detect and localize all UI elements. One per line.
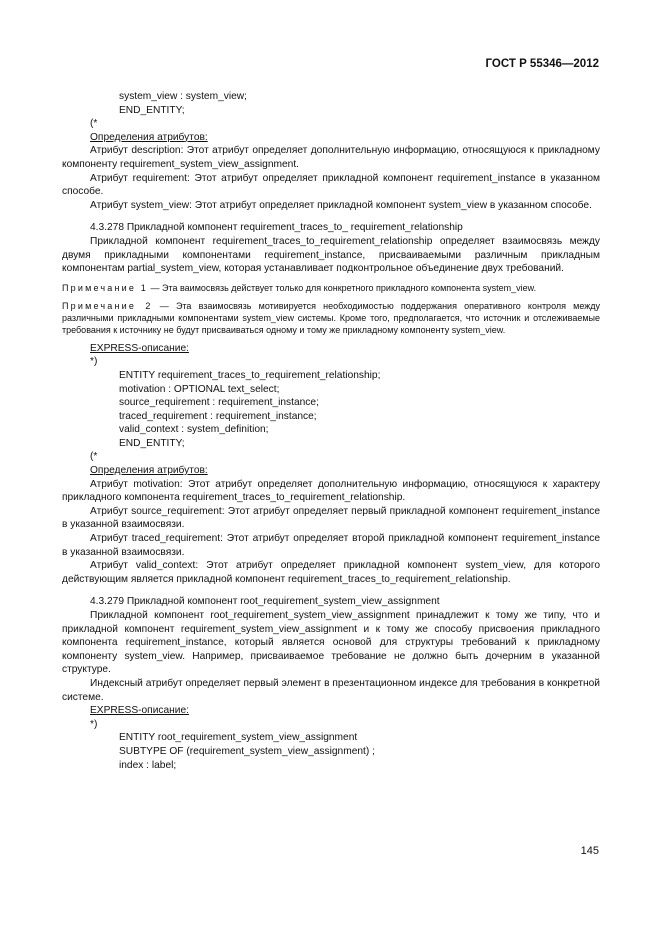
text-paragraph: Атрибут description: Этот атрибут определяет дополнительную информацию, относящуюся к прикладному компоненту requirement_system_view_assignment. xyxy=(62,145,600,170)
spacer xyxy=(62,586,600,595)
page-number: 145 xyxy=(580,845,599,857)
text-line: traced_requirement : requirement_instance; xyxy=(119,410,317,422)
text-line: END_ENTITY; xyxy=(119,104,185,116)
text-line: valid_context : system_definition; xyxy=(119,424,269,436)
text-line: (* xyxy=(90,118,98,130)
text-paragraph: Атрибут motivation: Этот атрибут определяет дополнительную информацию, относящуюся к характеру прикладного компонента requirement_traces_to_requirement_relationship. xyxy=(62,478,600,504)
note-text: — Эта взаимосвязь мотивируется необходимостью поддержания оперативного контроля между различными прикладными компонентами system_view системы. Кроме того, предполагается, что источник и отслеживаемые требования к источнику не будут присваиваться одному и тому же прикладному компоненту system_view. xyxy=(62,300,601,335)
text-line: source_requirement : requirement_instance; xyxy=(119,397,319,409)
text-paragraph: Атрибут requirement: Этот атрибут определяет прикладной компонент requirement_instance в указанном способе. xyxy=(62,172,600,198)
text-paragraph: Атрибут valid_context: Этот атрибут определяет прикладной компонент system_view, для которого действующим является прикладной компонент requirement_traces_to_requirement_relationship. xyxy=(62,560,600,585)
text-line: index : label; xyxy=(119,759,177,771)
text-paragraph: Атрибут source_requirement: Этот атрибут определяет первый прикладной компонент requirement_instance в указанной взаимосвязи. xyxy=(62,505,600,531)
text-line: *) xyxy=(90,718,98,730)
text-paragraph: Индексный атрибут определяет первый элемент в презентационном индексе для требования в конкретной системе. xyxy=(62,677,600,703)
page-body xyxy=(62,90,600,772)
text-paragraph: Атрибут traced_requirement: Этот атрибут определяет второй прикладной компонент requirement_instance в указанной взаимосвязи. xyxy=(62,533,600,558)
text-paragraph: Прикладной компонент requirement_traces_to_requirement_relationship определяет взаимосвязь между двумя прикладными компонентами requirement_instance, присваиваемыми различным прикладным компонентам partial_system_view, которая устанавливает подконтрольное объединение двух требований. xyxy=(62,235,600,275)
note-label: Примечание 1 xyxy=(62,282,148,293)
note-paragraph xyxy=(62,282,600,294)
text-line: motivation : OPTIONAL text_select; xyxy=(119,383,280,395)
text-line: EXPRESS-описание: xyxy=(90,342,189,354)
text-line: EXPRESS-описание: xyxy=(90,705,189,717)
spacer xyxy=(62,212,600,221)
text-paragraph: Прикладной компонент root_requirement_system_view_assignment принадлежит к тому же типу, что и прикладной компонент requirement_system_view_assignment и к тому же способу присвоения прикладного компонента requirement_instance, который является основой для структуры требований к прикладному компоненту system_view. Например, присваиваемое требование не должно быть дочерним в указанной структуре. xyxy=(62,610,600,676)
text-line: (* xyxy=(90,451,98,463)
text-line: *) xyxy=(90,356,98,368)
text-line: SUBTYPE OF (requirement_system_view_assignment) ; xyxy=(119,745,375,757)
text-paragraph: 4.3.278 Прикладной компонент requirement_traces_to_ requirement_relationship xyxy=(90,222,463,234)
note-label: Примечание 2 xyxy=(62,300,153,311)
text-line: ENTITY root_requirement_system_view_assignment xyxy=(119,732,358,744)
text-paragraph: Атрибут system_view: Этот атрибут определяет прикладной компонент system_view в указанном способе. xyxy=(90,199,592,211)
text-paragraph: 4.3.279 Прикладной компонент root_requirement_system_view_assignment xyxy=(90,596,440,608)
text-line: Определения атрибутов: xyxy=(90,465,208,477)
text-line: system_view : system_view; xyxy=(119,91,247,102)
document-header: ГОСТ Р 55346—2012 xyxy=(485,58,599,70)
text-line: END_ENTITY; xyxy=(119,437,185,449)
note-paragraph xyxy=(62,300,600,336)
text-line: Определения атрибутов: xyxy=(90,131,208,143)
note-text: — Эта ваимосвязь действует только для конкретного прикладного компонента system_view. xyxy=(148,282,537,293)
text-line: ENTITY requirement_traces_to_requirement_relationship; xyxy=(119,369,381,381)
